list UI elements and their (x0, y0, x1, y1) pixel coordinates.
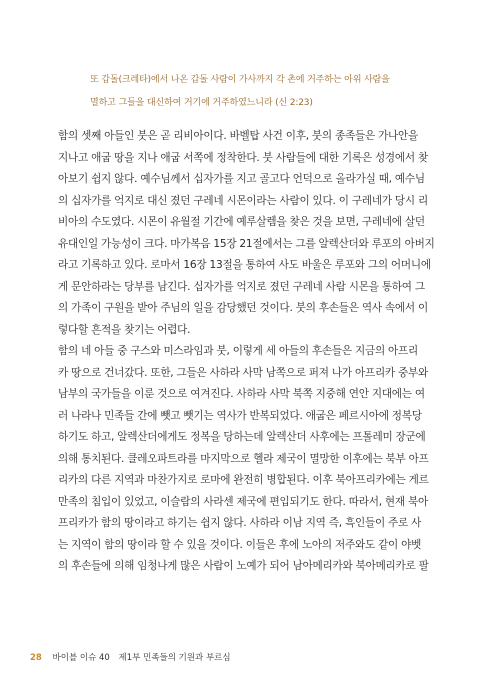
paragraph-line: 의 가족이 구원을 받아 주님의 일을 감당했던 것이다. 붓의 후손들은 역사 속에서 이 (58, 302, 428, 314)
book-title: 바이블 이슈 40 (52, 653, 110, 663)
paragraph-line: 프리카가 함의 땅이라고 하기는 쉽지 않다. 사하라 이남 지역 즉, 흑인들이 주로 사 (58, 517, 422, 529)
paragraph-line: 는 지역이 함의 땅이라 할 수 있을 것이다. 이들은 후에 노아의 저주와도 같이 야벳 (58, 538, 422, 551)
page-number: 28 (30, 653, 42, 663)
paragraph-line: 렇다할 흔적을 찾기는 어렵다. (58, 323, 191, 336)
paragraph-line: 남부의 국가들을 이룬 것으로 여겨진다. 사하라 사막 북쪽 지중해 연안 지대에는 여 (58, 388, 425, 400)
paragraph-line: 라고 기록하고 있다. 로마서 16장 13절을 통하여 사도 바울은 루포와 그의 어머니에 (58, 259, 431, 271)
paragraph-line: 아보기 쉽지 않다. 예수님께서 십자가를 지고 골고다 언덕으로 올라가실 때, 예수님 (58, 173, 425, 185)
paragraph-line: 러 나라나 민족들 간에 뺏고 뺏기는 역사가 반복되었다. 애굽은 페르시아에 정복당 (58, 409, 422, 422)
page-footer (30, 651, 231, 663)
paragraph-line: 함의 셋째 아들인 붓은 곧 리비아이다. 바벨탑 사건 이후, 붓의 종족들은 가나안을 (58, 130, 418, 142)
paragraph-line: 함의 네 아들 중 구스와 미스라임과 붓, 이렇게 세 아들의 후손들은 지금의 아프리 (58, 345, 418, 357)
paragraph-line: 의 후손들에 의해 임청나게 많은 사람이 노예가 되어 남아메리카와 북아메리카로 팔 (58, 560, 429, 572)
chapter-title: 제1부 민족들의 기원과 부르심 (118, 653, 231, 663)
paragraph-line: 지나고 애굽 땅을 지나 애굽 서쪽에 정착한다. 붓 사람들에 대한 기록은 성경에서 찾 (58, 151, 428, 164)
paragraph-line: 만족의 침입이 있었고, 이슬람의 사라센 제국에 편입되기도 한다. 따라서, 현재 북아 (58, 495, 428, 508)
paragraph-line: 유대인일 가능성이 크다. 마가복음 15장 21절에서는 그를 알렉산더와 루포의 아버지 (58, 237, 435, 250)
paragraph-line: 의 십자가를 억지로 대신 졌던 구레네 시몬이라는 사람이 있다. 이 구레네가 당시 리 (58, 194, 428, 207)
scripture-quote (90, 69, 442, 115)
paragraph-line: 하기도 하고, 알렉산더에게도 정복을 당하는데 알렉산더 사후에는 프톨레미 장군에 (58, 431, 426, 443)
paragraph-line: 게 문안하라는 당부를 남긴다. 십자가를 억지로 졌던 구레네 사람 시몬을 통하여 그 (58, 280, 425, 293)
paragraph-line: 카 땅으로 건너갔다. 또한, 그들은 사하라 사막 남쪽으로 퍼져 나가 아프리카 중부와 (58, 366, 428, 379)
quote-line: 멸하고 그들을 대신하여 거기에 거주하였느니라 (신 2:23) (90, 98, 313, 108)
paragraph-line: 의해 통치된다. 클레오파트라를 마지막으로 헬라 제국이 멸망한 이후에는 북부 아프 (58, 452, 429, 465)
paragraph-line: 비아의 수도였다. 시몬이 유월절 기간에 예루살렘을 찾은 것을 보면, 구레네에 살던 (58, 216, 425, 228)
quote-line: 또 갑돌(크레타)에서 나온 갑돌 사람이 가사까지 각 촌에 거주하는 아위 사람을 (90, 75, 390, 85)
body-text (58, 126, 442, 578)
paragraph-line: 리카의 다른 지역과 마찬가지로 로마에 완전히 병합된다. 이후 북아프리카에는 게르 (58, 474, 429, 486)
